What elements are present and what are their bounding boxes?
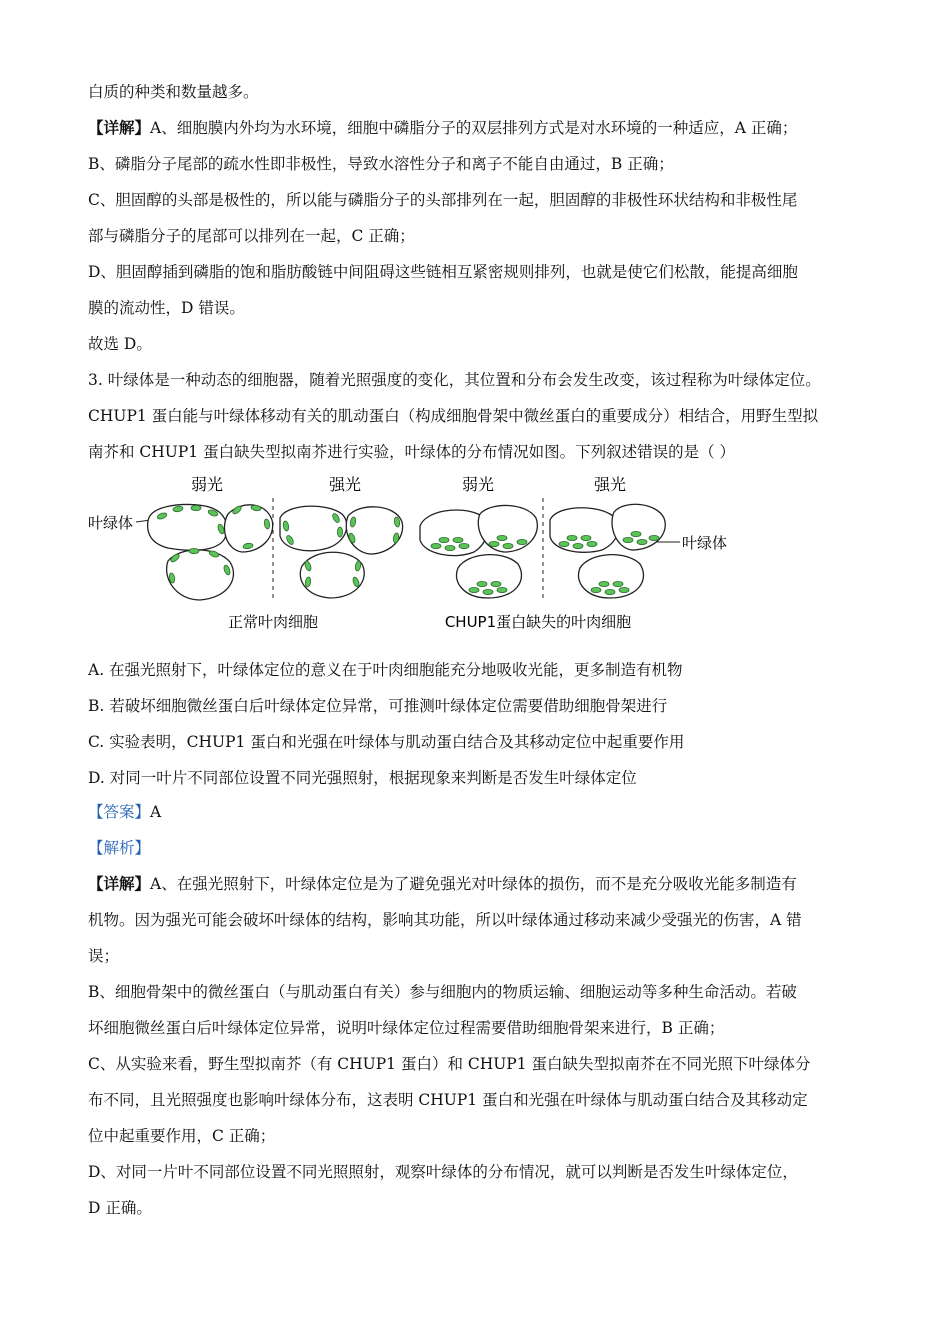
chloroplast	[337, 527, 342, 537]
text-line: 部与磷脂分子的尾部可以排列在一起，C 正确；	[88, 227, 415, 245]
label-chloroplast-left: 叶绿体	[88, 514, 134, 532]
chloroplast	[599, 581, 609, 586]
chloroplast	[431, 543, 441, 548]
text-line: 坏细胞微丝蛋白后叶绿体定位异常，说明叶绿体定位过程需要借助细胞骨架来进行，B 正确；	[88, 1019, 725, 1037]
cell	[346, 507, 402, 554]
chloroplast	[459, 543, 469, 548]
caption-normal-cells: 正常叶肉细胞	[227, 613, 319, 631]
chloroplast	[191, 505, 201, 510]
chloroplast	[587, 541, 597, 546]
chloroplast	[189, 548, 199, 553]
option-a: A. 在强光照射下，叶绿体定位的意义在于叶肉细胞能充分地吸收光能，更多制造有机物	[88, 661, 683, 679]
answer-value: A	[150, 803, 162, 821]
chloroplast	[483, 589, 493, 594]
chloroplast	[497, 587, 507, 592]
text-line: 位中起重要作用，C 正确；	[88, 1127, 276, 1145]
chloroplast	[613, 581, 623, 586]
text-line: D 正确。	[88, 1199, 152, 1217]
chloroplast	[503, 543, 513, 548]
option-d: D. 对同一叶片不同部位设置不同光强照射，根据现象来判断是否发生叶绿体定位	[88, 769, 637, 787]
chloroplast	[631, 531, 641, 536]
chloroplast	[559, 541, 569, 546]
label-weak-light-normal: 弱光	[190, 475, 224, 494]
label-strong-light-mutant: 强光	[593, 475, 627, 494]
chloroplast	[453, 537, 463, 542]
text-span: A、在强光照射下，叶绿体定位是为了避免强光对叶绿体的损伤，而不是充分吸收光能多制造有	[150, 875, 797, 893]
chloroplast	[491, 581, 501, 586]
text-line: 膜的流动性，D 错误。	[88, 299, 245, 317]
text-line: C、胆固醇的头部是极性的，所以能与磷脂分子的头部排列在一起，胆固醇的非极性环状结构和非极性尾	[88, 191, 798, 209]
question-stem: 南芥和 CHUP1 蛋白缺失型拟南芥进行实验，叶绿体的分布情况如图。下列叙述错误的是（ ）	[88, 443, 736, 461]
chloroplast	[619, 587, 629, 592]
cell	[300, 552, 364, 598]
label-chloroplast-right: 叶绿体	[682, 534, 728, 552]
text-line: B、磷脂分子尾部的疏水性即非极性，导致水溶性分子和离子不能自由通过，B 正确；	[88, 155, 674, 173]
chloroplast	[567, 535, 577, 540]
detail-tag: 【详解】	[88, 874, 151, 893]
answer-line	[88, 802, 161, 822]
text-line: B、细胞骨架中的微丝蛋白（与肌动蛋白有关）参与细胞内的物质运输、细胞运动等多种生命活动。若破	[88, 983, 797, 1001]
text-line: 白质的种类和数量越多。	[88, 83, 259, 101]
chloroplast	[469, 587, 479, 592]
text-line: 误；	[88, 947, 120, 965]
chloroplast	[591, 587, 601, 592]
chloroplast	[517, 539, 527, 544]
text-line	[88, 118, 797, 138]
chloroplast	[637, 539, 647, 544]
text-line	[88, 874, 797, 894]
chloroplast	[649, 535, 659, 540]
chloroplast	[439, 537, 449, 542]
text-line: 布不同，且光照强度也影响叶绿体分布，这表明 CHUP1 蛋白和光强在叶绿体与肌动蛋白结合及其移动定	[88, 1091, 808, 1109]
caption-mutant-cells: CHUP1蛋白缺失的叶肉细胞	[444, 613, 632, 631]
text-line: C、从实验来看，野生型拟南芥（有 CHUP1 蛋白）和 CHUP1 蛋白缺失型拟南芥在不同光照下叶绿体分	[88, 1055, 811, 1073]
text-span: A、细胞膜内外均为水环境，细胞中磷脂分子的双层排列方式是对水环境的一种适应，A 正确；	[150, 119, 798, 137]
chloroplast	[623, 537, 633, 542]
text-line: 故选 D。	[88, 335, 152, 353]
text-line: D、对同一片叶不同部位设置不同光照照射，观察叶绿体的分布情况，就可以判断是否发生叶绿体定位，	[88, 1163, 798, 1181]
chloroplast	[581, 535, 591, 540]
option-b: B. 若破坏细胞微丝蛋白后叶绿体定位异常，可推测叶绿体定位需要借助细胞骨架进行	[88, 697, 668, 715]
chloroplast	[573, 543, 583, 548]
label-weak-light-mutant: 弱光	[461, 475, 495, 494]
text-line: D、胆固醇插到磷脂的饱和脂肪酸链中间阻碍这些链相互紧密规则排列，也就是使它们松散，能提高细胞	[88, 263, 798, 281]
detail-tag: 【详解】	[88, 118, 151, 137]
chloroplast	[489, 541, 499, 546]
answer-tag: 【答案】	[88, 803, 151, 821]
text-line: 机物。因为强光可能会破坏叶绿体的结构，影响其功能，所以叶绿体通过移动来减少受强光的伤害，A 错	[88, 911, 802, 929]
label-strong-light-normal: 强光	[328, 475, 362, 494]
analysis-tag: 【解析】	[88, 839, 151, 857]
question-stem: 3. 叶绿体是一种动态的细胞器，随着光照强度的变化，其位置和分布会发生改变，该过程称为叶绿体定位。	[88, 371, 821, 389]
question-stem: CHUP1 蛋白能与叶绿体移动有关的肌动蛋白（构成细胞骨架中微丝蛋白的重要成分）相结合，用野生型拟	[88, 407, 819, 425]
chloroplast	[605, 589, 615, 594]
chloroplast	[497, 535, 507, 540]
option-c: C. 实验表明，CHUP1 蛋白和光强在叶绿体与肌动蛋白结合及其移动定位中起重要作用	[88, 733, 685, 751]
chloroplast-figure	[80, 466, 760, 636]
chloroplast	[477, 581, 487, 586]
chloroplast	[445, 545, 455, 550]
